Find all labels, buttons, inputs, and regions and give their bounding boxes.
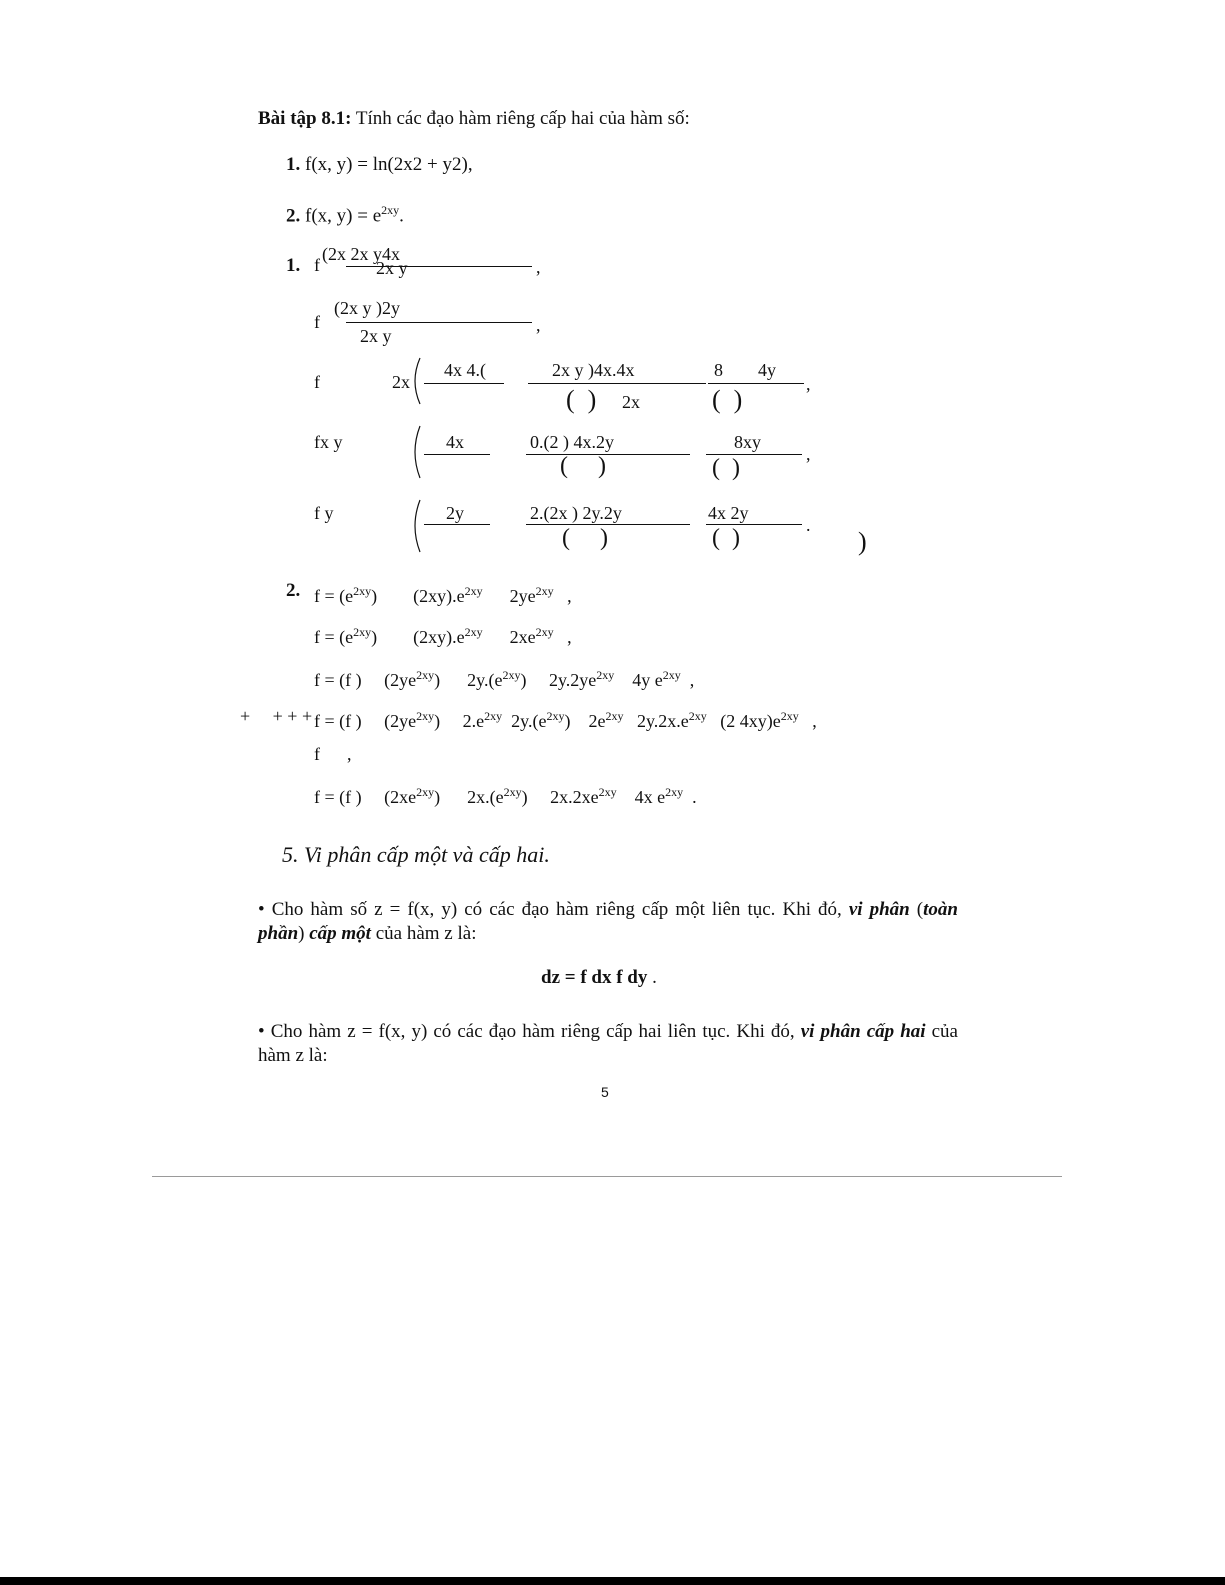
fraction-bar xyxy=(526,524,690,525)
paren-pair: ( ) xyxy=(712,525,740,551)
solution-1-number: 1. xyxy=(286,255,301,276)
formula-fxx-result-num-1: 8 xyxy=(714,360,723,380)
formula-dz: dz = f dx f dy . xyxy=(541,967,657,988)
formula-fy-numerator: (2x y )2y xyxy=(334,298,400,318)
exercise-title: Bài tập 8.1: Tính các đạo hàm riêng cấp hai của hàm số: xyxy=(258,108,690,129)
bottom-edge-bar xyxy=(0,1577,1225,1585)
formula-2-fxx: f = (f ) $(2ye^{2xy})$ $2y.(e^{2xy})$ $2y.2ye^{2xy}$ 4y $e^{2xy}$ , xyxy=(314,668,695,690)
fraction-bar xyxy=(708,383,804,384)
formula-fyy-numerator-1: 2y xyxy=(446,503,464,523)
page-separator xyxy=(152,1176,1062,1177)
fraction-bar xyxy=(528,383,706,384)
formula-fxx-result-num-2: 4y xyxy=(758,360,776,380)
formula-2-fxy: f = (f ) $(2ye^{2xy})$ $2.e^{2xy}$ $2y.(e^{2xy})$ $2e^{2xy}$ $2y.2x.e^{2xy}$ (2 $4xy)e^{2xy}$ , xyxy=(314,709,817,731)
formula-fyy-lhs: f y xyxy=(314,503,334,523)
formula-fx-denominator: 2x y xyxy=(376,258,408,278)
paren-pair: ( ) xyxy=(712,385,743,414)
formula-fx-lhs: f xyxy=(314,255,320,275)
exercise-item-1: 1. f(x, y) = ln(2x2 + y2), xyxy=(286,154,473,175)
exercise-item-2: 2. f(x, $y) = e^{2xy}$. xyxy=(286,203,404,227)
formula-fy-denominator: 2x y xyxy=(360,326,392,346)
formula-fxy-result-num: 8xy xyxy=(734,432,761,452)
paren-pair: ( ) xyxy=(562,525,608,551)
formula-fyy-result-num: 4x 2y xyxy=(708,503,749,523)
section-heading: 5. Vi phân cấp một và cấp hai. xyxy=(282,842,550,867)
left-paren-large xyxy=(408,356,422,406)
solution-2-number: 2. xyxy=(286,580,301,601)
fraction-bar xyxy=(346,266,532,267)
fraction-bar xyxy=(346,322,532,323)
paren-pair: ( ) xyxy=(566,385,597,414)
formula-fxx-numerator-2: 2x y )4x.4x xyxy=(552,360,635,380)
formula-2-fyx: f , xyxy=(314,744,352,764)
formula-fxx-denominator: 2x xyxy=(622,392,640,412)
formula-fx-numerator: (2x 2x y4x xyxy=(322,244,400,264)
formula-fy-lhs: f xyxy=(314,312,320,332)
left-paren-large xyxy=(408,498,422,554)
formula-2-fx: $f = (e^{2xy})$ $(2xy).e^{2xy}$ $2ye^{2xy}$ , xyxy=(314,584,572,606)
formula-fy-trail: , xyxy=(536,315,541,335)
formula-fxy-numerator-1: 4x xyxy=(446,432,464,452)
fraction-bar xyxy=(526,454,690,455)
formula-2-fxy-plus-marks: + + + + xyxy=(240,706,313,726)
formula-fx-trail: , xyxy=(536,257,541,277)
formula-fxy-lhs: fx y xyxy=(314,432,343,452)
fraction-bar xyxy=(424,454,490,455)
formula-fxx-trail: , xyxy=(806,374,811,394)
paren-pair: ( ) xyxy=(712,455,740,481)
formula-fxx-lhs: f xyxy=(314,372,320,392)
formula-fxx-numerator-1: 4x 4.( xyxy=(444,360,486,380)
formula-2-fy: $f = (e^{2xy})$ $(2xy).e^{2xy}$ $2xe^{2xy}$ , xyxy=(314,625,572,647)
paren-pair: ( ) xyxy=(560,453,606,479)
fraction-bar xyxy=(424,383,504,384)
closing-paren: ) xyxy=(858,527,867,556)
formula-2-fyy: f = (f ) $(2xe^{2xy})$ $2x.(e^{2xy})$ $2x.2xe^{2xy}$ 4x $e^{2xy}$ . xyxy=(314,785,697,807)
paragraph-second-differential: • Cho hàm z = f(x, y) có các đạo hàm riêng cấp hai liên tục. Khi đó, vi phân cấp hai của hàm z là: xyxy=(258,1021,958,1066)
formula-fxy-numerator-2: 0.(2 ) 4x.2y xyxy=(530,432,614,452)
fraction-bar xyxy=(424,524,490,525)
page-number: 5 xyxy=(601,1084,609,1100)
formula-fxx-mid: 2x xyxy=(392,372,410,392)
formula-fyy-numerator-2: 2.(2x ) 2y.2y xyxy=(530,503,622,523)
formula-fxy-trail: , xyxy=(806,444,811,464)
formula-fyy-trail: . xyxy=(806,515,811,535)
paragraph-first-differential: • Cho hàm số z = f(x, y) có các đạo hàm riêng cấp một liên tục. Khi đó, vi phân (toàn phần) cấp một của hàm z là: xyxy=(258,899,958,944)
left-paren-large xyxy=(408,424,422,480)
